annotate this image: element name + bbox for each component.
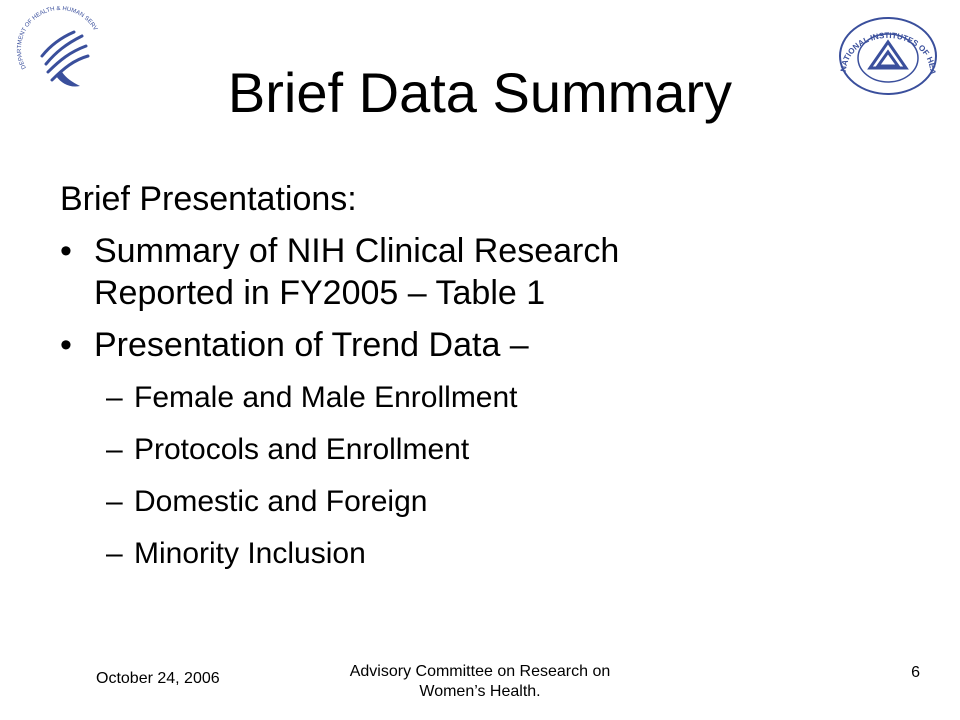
bullet-item xyxy=(60,324,920,366)
nih-seal-text: NATIONAL INSTITUTES OF HEA xyxy=(838,30,938,75)
bullet-line: Presentation of Trend Data – xyxy=(94,326,529,364)
footer-title xyxy=(300,662,660,702)
sub-bullet-item xyxy=(60,380,920,416)
sub-bullet-item xyxy=(60,484,920,520)
sub-bullet-text: Female and Male Enrollment xyxy=(134,381,518,414)
sub-bullet-text: Protocols and Enrollment xyxy=(134,433,470,466)
footer-date: October 24, 2006 xyxy=(96,670,220,687)
bullet-line: Reported in FY2005 – Table 1 xyxy=(94,274,546,312)
sub-bullet-item xyxy=(60,432,920,468)
sub-bullet-text: Domestic and Foreign xyxy=(134,485,428,518)
sub-bullet-text: Minority Inclusion xyxy=(134,537,366,570)
slide-body xyxy=(60,176,920,588)
sub-bullet-marker: – xyxy=(106,381,123,414)
sub-bullet-marker: – xyxy=(106,433,123,466)
footer-title-line: Advisory Committee on Research on xyxy=(349,663,611,680)
sub-bullet-item xyxy=(60,536,920,572)
page-number: 6 xyxy=(911,664,920,681)
bullet-line: Summary of NIH Clinical Research xyxy=(94,232,620,270)
bullet-item xyxy=(60,230,920,314)
bullet-marker: • xyxy=(60,326,72,364)
footer-title-line: Women’s Health. xyxy=(419,683,541,700)
bullet-marker: • xyxy=(60,232,72,270)
slide-title: Brief Data Summary xyxy=(227,61,733,124)
sub-bullet-marker: – xyxy=(106,537,123,570)
hhs-seal-text: DEPARTMENT OF HEALTH & HUMAN SERV xyxy=(16,6,98,70)
sub-bullet-marker: – xyxy=(106,485,123,518)
intro-text: Brief Presentations: xyxy=(60,180,357,218)
